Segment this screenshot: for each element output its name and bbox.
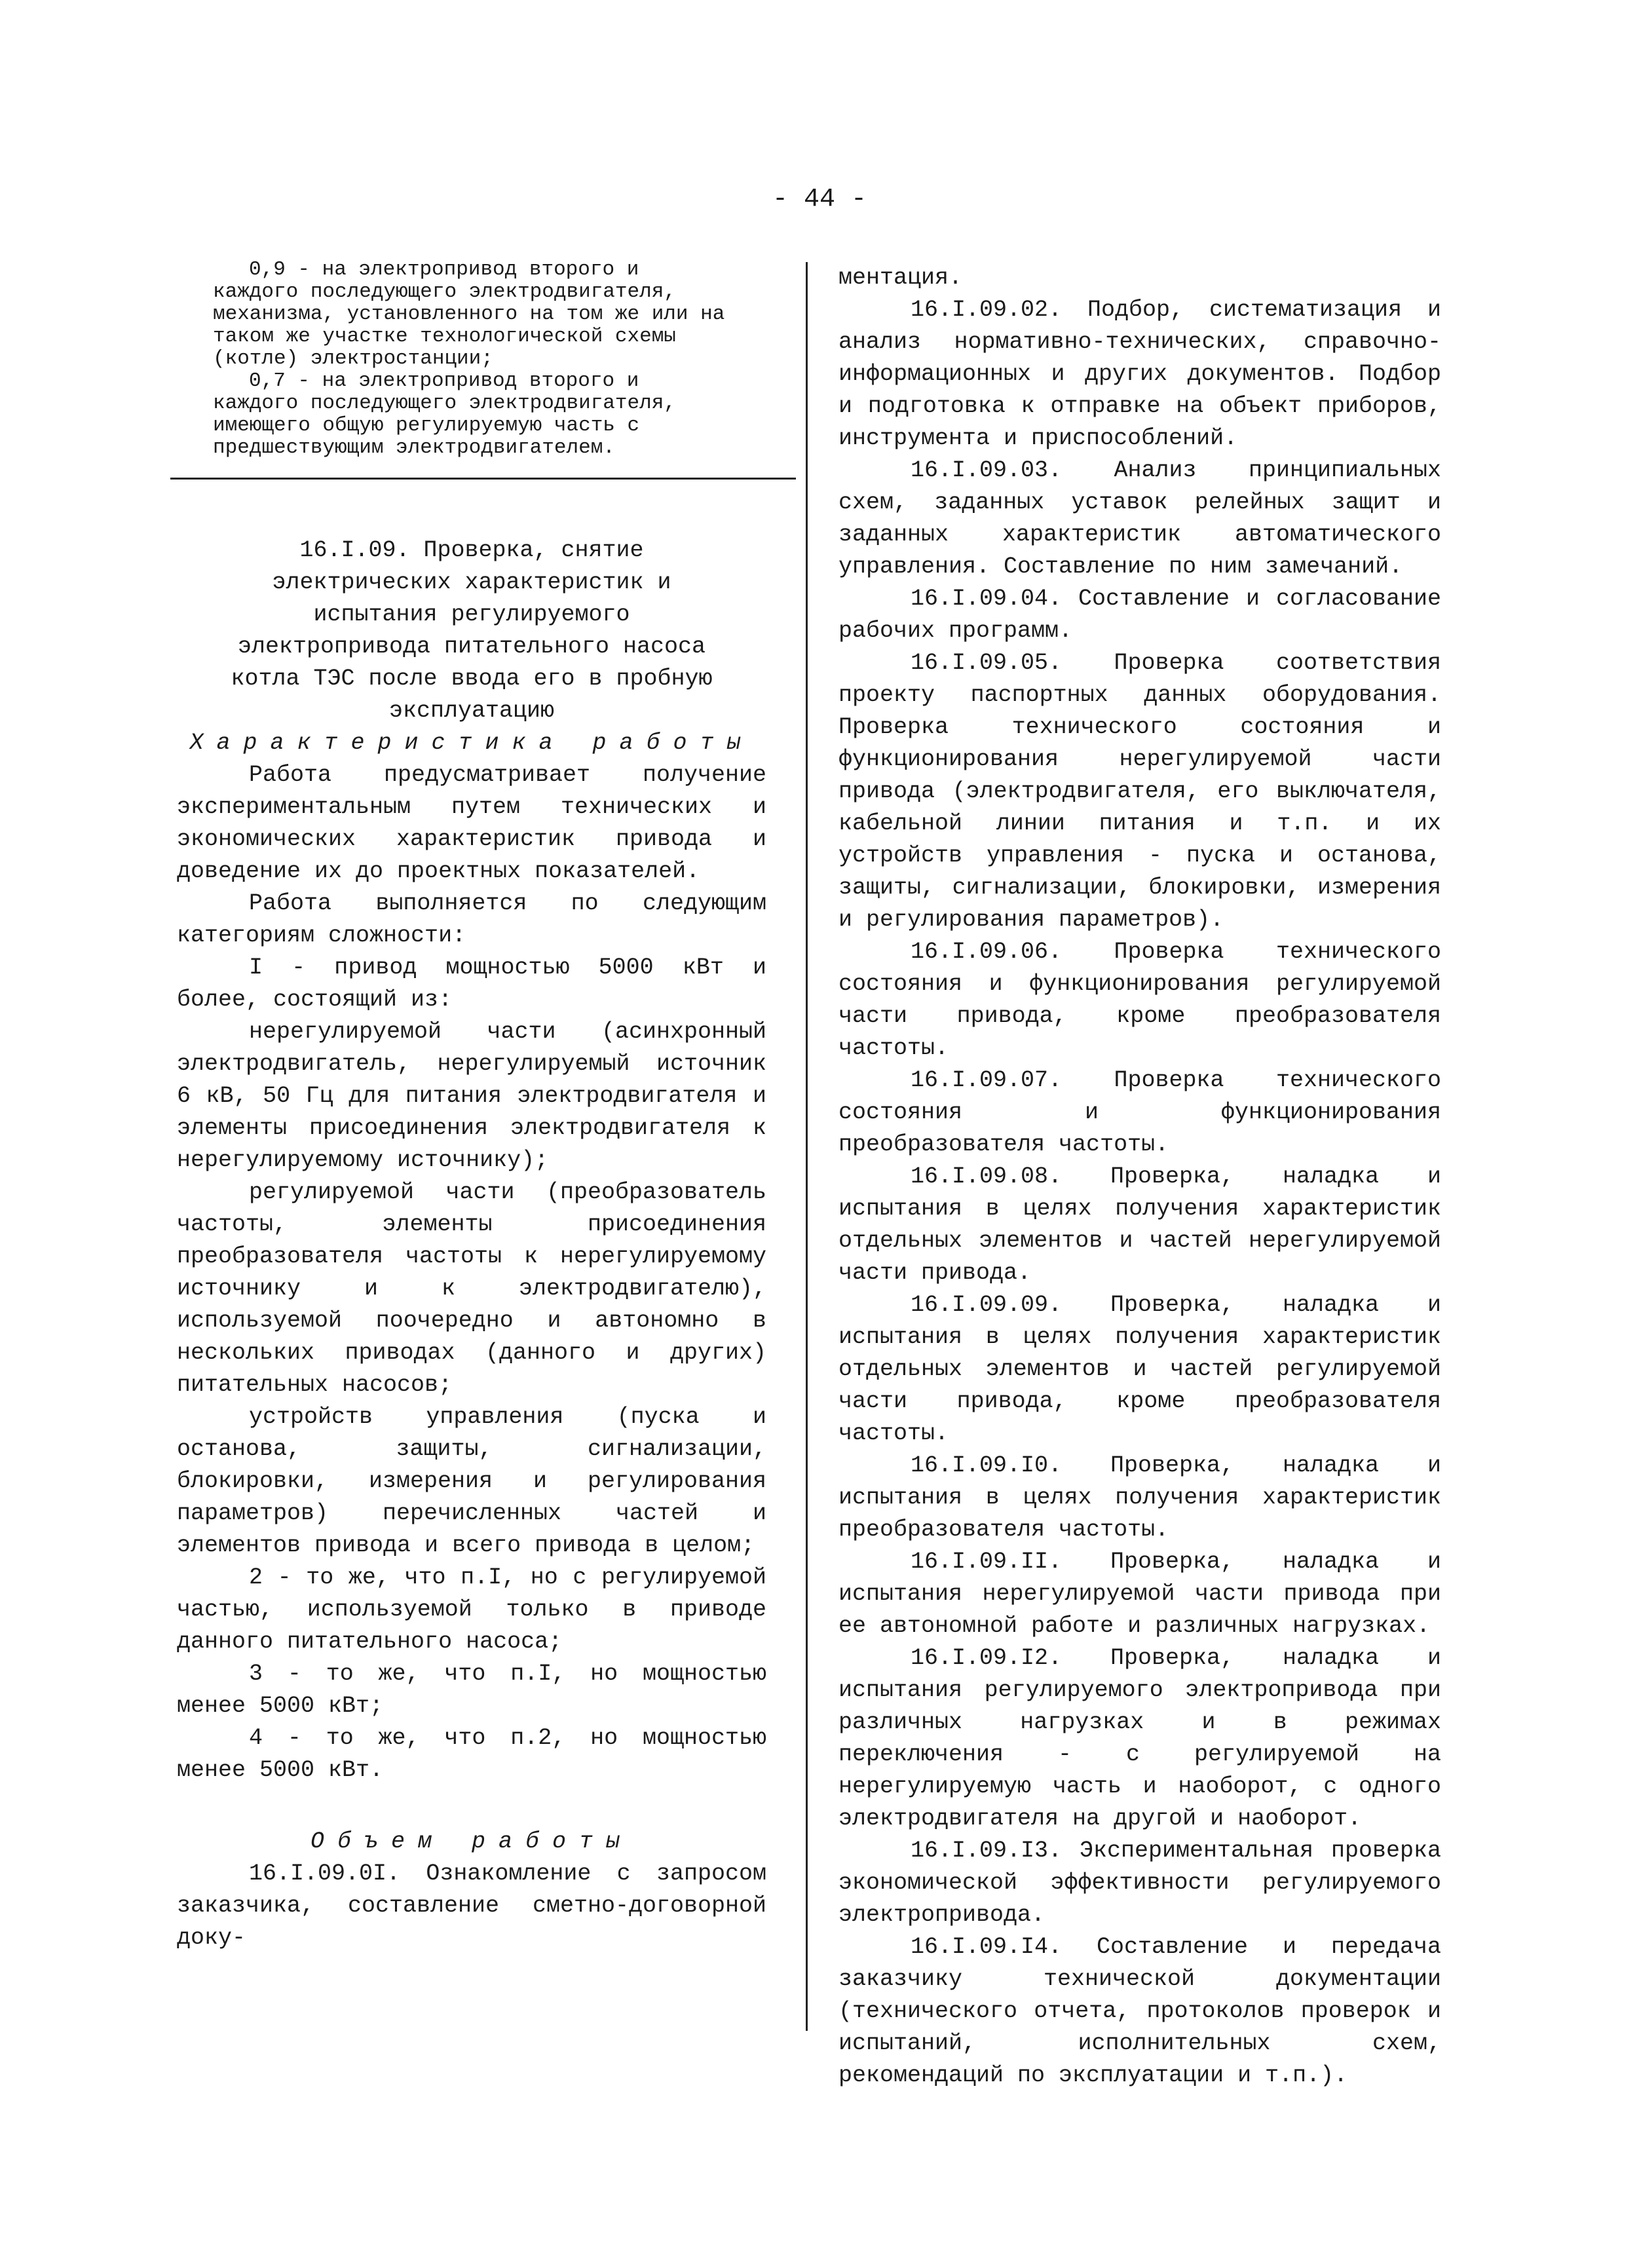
volume-heading: Объем работы [310,1828,633,1855]
paragraph: 16.I.09.0I. Ознакомление с запросом заказчика, составление сметно-договорной доку- [177,1861,766,1951]
paragraph: I - привод мощностью 5000 кВт и более, состоящий из: [177,954,766,1013]
paragraph: устройств управления (пуска и останова, защиты, сигнализации, блокировки, измерения и регулирования параметров) перечисленных частей и элементов привода и всего привода в целом; [177,1404,766,1559]
paragraph: 16.I.09.06. Проверка технического состояния и функционирования регулируемой части привода, кроме преобразователя частоты. [838,939,1441,1061]
paragraph: 16.I.09.I4. Составление и передача заказчику технической документации (технического отчета, протоколов проверок и испытаний, исполнительных схем, рекомендаций по эксплуатации и т.п.). [838,1934,1441,2088]
page-number: - 44 - [772,185,867,214]
paragraph: регулируемой части (преобразователь частоты, элементы присоединения преобразователя частоты к нерегулируемому источнику и к электродвигателю), используемой поочередно и автономно в нескольких приводах (данного и других) питательных насосов; [177,1179,766,1398]
paragraph: ментация. [838,265,963,291]
footnote-item: 0,7 - на электропривод второго и каждого последующего электродвигателя, имеющего общую регулируемую часть с предшествующим электродвигателем. [213,369,676,459]
paragraph: 16.I.09.I0. Проверка, наладка и испытания в целях получения характеристик преобразователя частоты. [838,1452,1441,1543]
paragraph: Работа выполняется по следующим категориям сложности: [177,890,766,949]
characteristic-heading: Характеристика работы [189,730,754,756]
paragraph: Работа предусматривает получение экспериментальным путем технических и экономических характеристик привода и доведение их до проектных показателей. [177,762,766,884]
paragraph: 16.I.09.I2. Проверка, наладка и испытания регулируемого электропривода при различных нагрузках и в режимах переключения - с регулируемой на нерегулируемую часть и наоборот, с одного электродвигателя на другой и наоборот. [838,1645,1441,1832]
paragraph: 16.I.09.II. Проверка, наладка и испытания нерегулируемой части привода при ее автономной работе и различных нагрузках. [838,1549,1441,1639]
footnote-rule [170,478,796,480]
paragraph: 4 - то же, что п.2, но мощностью менее 5000 кВт. [177,1725,766,1783]
paragraph: нерегулируемой части (асинхронный электродвигатель, нерегулируемый источник 6 кВ, 50 Гц для питания электродвигателя и элементы присоединения электродвигателя к нерегулируемому источнику); [177,1019,766,1173]
paragraph: 16.I.09.04. Составление и согласование рабочих программ. [838,586,1441,644]
paragraph: 16.I.09.05. Проверка соответствия проекту паспортных данных оборудования. Проверка технического состояния и функционирования нерегулируемой части привода (электродвигателя, его выключателя, кабельной линии питания и т.п. и их устройств управления - пуска и останова, защиты, сигнализации, блокировки, измерения и регулирования параметров). [838,650,1441,933]
paragraph: 16.I.09.07. Проверка технического состояния и функционирования преобразователя частоты. [838,1067,1441,1158]
paragraph: 16.I.09.03. Анализ принципиальных схем, заданных уставок релейных защит и заданных характеристик автоматического управления. Составление по ним замечаний. [838,457,1441,580]
paragraph: 16.I.09.08. Проверка, наладка и испытания в целях получения характеристик отдельных элементов и частей нерегулируемой части привода. [838,1163,1441,1286]
footnote [177,259,730,459]
paragraph: 16.I.09.I3. Экспериментальная проверка экономической эффективности регулируемого электропривода. [838,1838,1441,1928]
column-divider [806,262,808,2031]
left-column [177,259,766,1954]
paragraph: 16.I.09.02. Подбор, систематизация и анализ нормативно-технических, справочно-информационных и других документов. Подбор и подготовка к отправке на объект приборов, инструмента и приспособлений. [838,297,1441,451]
paragraph: 2 - то же, что п.I, но с регулируемой частью, используемой только в приводе данного питательного насоса; [177,1564,766,1655]
paragraph: 16.I.09.09. Проверка, наладка и испытания в целях получения характеристик отдельных элементов и частей регулируемой части привода, кроме преобразователя частоты. [838,1292,1441,1446]
right-column [838,262,1441,2092]
footnote-item: 0,9 - на электропривод второго и каждого последующего электродвигателя, механизма, установленного на том же или на таком же участке технологической схемы (котле) электростанции; [213,258,725,370]
section-heading: 16.I.09. Проверка, снятие электрических характеристик и испытания регулируемого электропривода питательного насоса котла ТЭС после ввода его в пробную эксплуатацию [231,537,713,724]
paragraph: 3 - то же, что п.I, но мощностью менее 5000 кВт; [177,1661,766,1719]
